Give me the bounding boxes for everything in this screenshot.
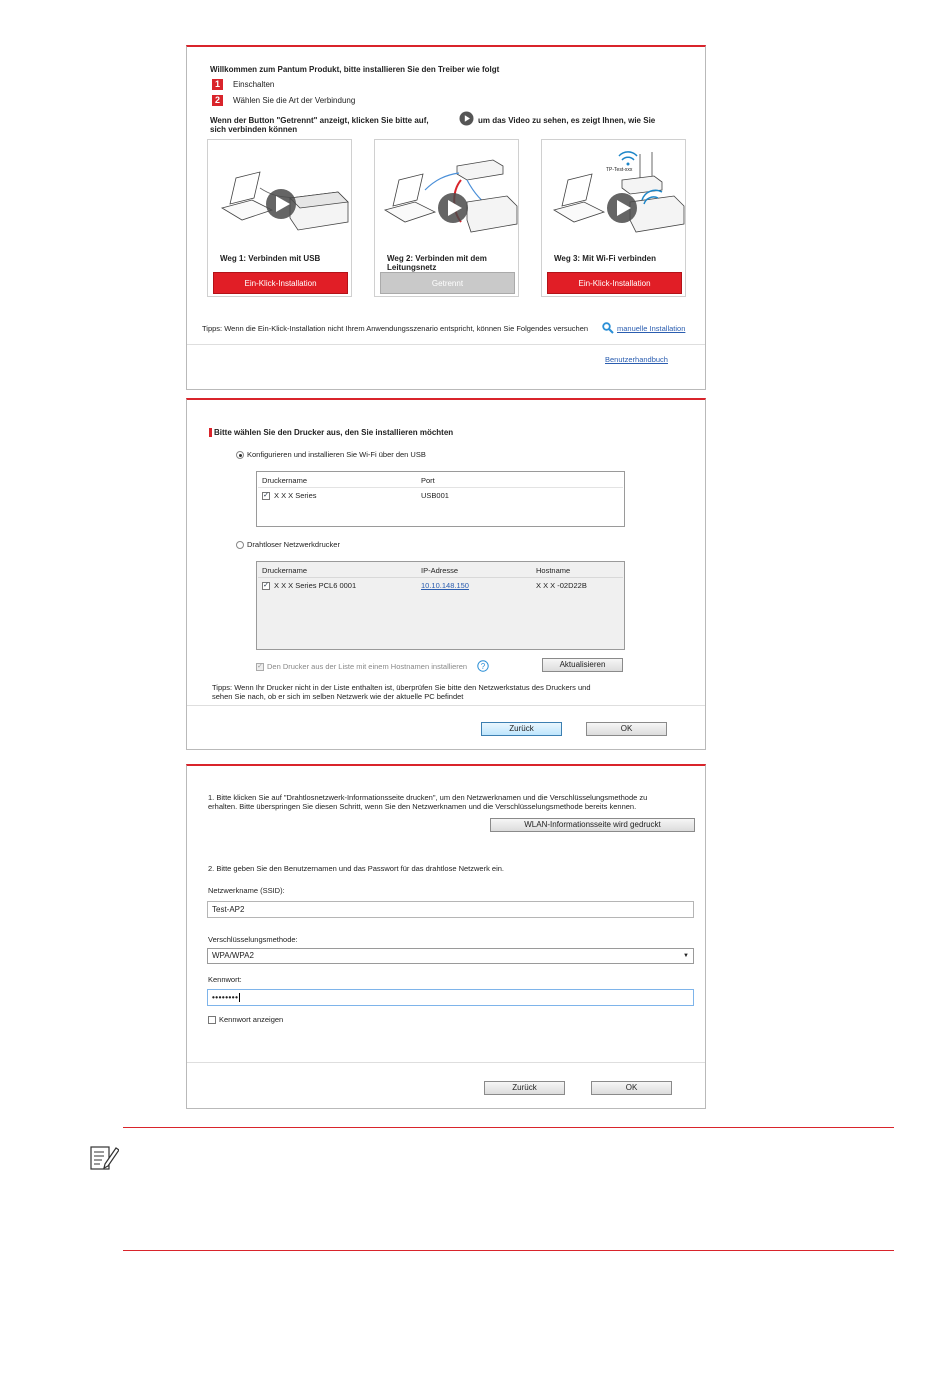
- connection-card-wired[interactable]: [374, 139, 519, 297]
- network-printer-checkbox[interactable]: ✓: [263, 582, 269, 589]
- wireless-option-label[interactable]: Drahtloser Netzwerkdrucker: [247, 540, 340, 549]
- instruction-text-part1: Wenn der Button "Getrennt" anzeigt, klicken Sie bitte auf,: [210, 116, 429, 125]
- one-click-install-wifi-button[interactable]: Ein-Klick-Installation: [547, 272, 682, 294]
- wifi-illustration: [542, 140, 687, 250]
- network-printer-ip[interactable]: 10.10.148.150: [421, 581, 469, 590]
- search-icon[interactable]: [602, 321, 614, 333]
- network-printer-table: [256, 561, 625, 650]
- password-input[interactable]: [207, 989, 694, 1006]
- encryption-select[interactable]: [207, 948, 694, 964]
- wifi-ssid-label: TP-Test-xxx: [606, 167, 633, 173]
- hostname-install-checkbox[interactable]: ✓: [257, 663, 263, 670]
- usb-printer-checkbox[interactable]: ✓: [263, 492, 269, 499]
- connection-card-usb[interactable]: [207, 139, 352, 297]
- password-value: ••••••••: [212, 993, 239, 1002]
- wifi-settings-panel: [186, 764, 706, 1109]
- one-click-install-usb-button[interactable]: Ein-Klick-Installation: [213, 272, 348, 294]
- step-number-2: 2: [212, 95, 223, 106]
- connection-card-wifi[interactable]: [541, 139, 686, 297]
- usb-option-label[interactable]: Konfigurieren und installieren Sie Wi-Fi über den USB: [247, 450, 426, 459]
- column-header-ip: IP-Adresse: [421, 566, 459, 575]
- column-header-printer-name: Druckername: [262, 566, 308, 575]
- wired-illustration: [375, 140, 520, 250]
- card-title-wired: Weg 2: Verbinden mit dem Leitungsnetz: [387, 254, 487, 272]
- note-top-divider: [123, 1127, 894, 1128]
- usb-illustration: [208, 140, 353, 250]
- step1-text-line1: 1. Bitte klicken Sie auf "Drahtlosnetzwerk-Informationsseite drucken", um den Netzwerknamen und die Verschlüsselungsmethode zu: [208, 793, 648, 802]
- tips-text: Tipps: Wenn die Ein-Klick-Installation nicht Ihrem Anwendungsszenario entspricht, können Sie Folgendes versuchen: [202, 324, 589, 333]
- help-icon[interactable]: [477, 659, 489, 671]
- usb-option-radio[interactable]: [236, 451, 244, 459]
- back-button[interactable]: Zurück: [481, 722, 562, 736]
- encryption-label: Verschlüsselungsmethode:: [208, 935, 298, 944]
- network-printer-hostname: X X X -02D22B: [536, 581, 587, 590]
- usb-printer-port: USB001: [421, 491, 449, 500]
- instruction-text-line2: sich verbinden können: [210, 125, 298, 134]
- tips-line-1: Tipps: Wenn Ihr Drucker nicht in der Liste enthalten ist, überprüfen Sie bitte den Netzwerkstatus des Druckers und: [212, 683, 591, 692]
- ssid-label: Netzwerkname (SSID):: [208, 886, 285, 895]
- note-icon: [89, 1142, 119, 1172]
- tips-line-2: sehen Sie nach, ob er sich im selben Netzwerk wie der aktuelle PC befindet: [212, 692, 464, 701]
- step2-text: 2. Bitte geben Sie den Benutzernamen und das Passwort für das drahtlose Netzwerk ein.: [208, 864, 505, 873]
- wireless-option-radio[interactable]: [236, 541, 244, 549]
- step-number-1: 1: [212, 79, 223, 90]
- step-label-2: Wählen Sie die Art der Verbindung: [233, 96, 356, 105]
- step1-text-line2: erhalten. Bitte überspringen Sie diesen Schritt, wenn Sie den Netzwerknamen und die Verschlüsselungsmethode bereits kennen.: [208, 802, 637, 811]
- column-header-port: Port: [421, 476, 435, 485]
- network-printer-name[interactable]: X X X Series PCL6 0001: [274, 581, 357, 590]
- card-title-wifi: Weg 3: Mit Wi-Fi verbinden: [554, 254, 657, 263]
- print-wlan-info-button[interactable]: WLAN-Informationsseite wird gedruckt: [490, 818, 695, 832]
- note-bottom-divider: [123, 1250, 894, 1251]
- video-play-icon[interactable]: [459, 111, 474, 126]
- heading-accent-bar: [209, 428, 212, 437]
- user-manual-link[interactable]: Benutzerhandbuch: [605, 355, 668, 364]
- manual-installation-link[interactable]: manuelle Installation: [617, 324, 686, 333]
- svg-text:?: ?: [480, 662, 486, 671]
- disconnected-button[interactable]: Getrennt: [380, 272, 515, 294]
- instruction-text-part2: um das Video zu sehen, es zeigt Ihnen, wie Sie: [478, 116, 656, 125]
- printer-select-panel: [186, 398, 706, 750]
- usb-printer-table: [256, 471, 625, 527]
- usb-printer-name[interactable]: X X X Series: [274, 491, 317, 500]
- refresh-button[interactable]: Aktualisieren: [542, 658, 623, 672]
- ok-button[interactable]: OK: [591, 1081, 672, 1095]
- show-password-checkbox[interactable]: [208, 1016, 216, 1024]
- hostname-install-label: Den Drucker aus der Liste mit einem Hostnamen installieren: [267, 662, 468, 671]
- text-cursor: [239, 993, 240, 1002]
- welcome-panel: [186, 45, 706, 390]
- chevron-down-icon: ▼: [683, 953, 689, 959]
- back-button[interactable]: Zurück: [484, 1081, 565, 1095]
- printer-select-heading: Bitte wählen Sie den Drucker aus, den Sie installieren möchten: [214, 428, 454, 437]
- card-title-usb: Weg 1: Verbinden mit USB: [220, 254, 321, 263]
- column-header-hostname: Hostname: [536, 566, 571, 575]
- step-label-1: Einschalten: [233, 80, 275, 89]
- ok-button[interactable]: OK: [586, 722, 667, 736]
- welcome-heading: Willkommen zum Pantum Produkt, bitte installieren Sie den Treiber wie folgt: [210, 65, 500, 74]
- ssid-input[interactable]: Test-AP2: [207, 901, 694, 918]
- password-label: Kennwort:: [208, 975, 242, 984]
- encryption-select-value: WPA/WPA2: [212, 951, 254, 960]
- column-header-printer-name: Druckername: [262, 476, 308, 485]
- show-password-label[interactable]: Kennwort anzeigen: [219, 1015, 284, 1024]
